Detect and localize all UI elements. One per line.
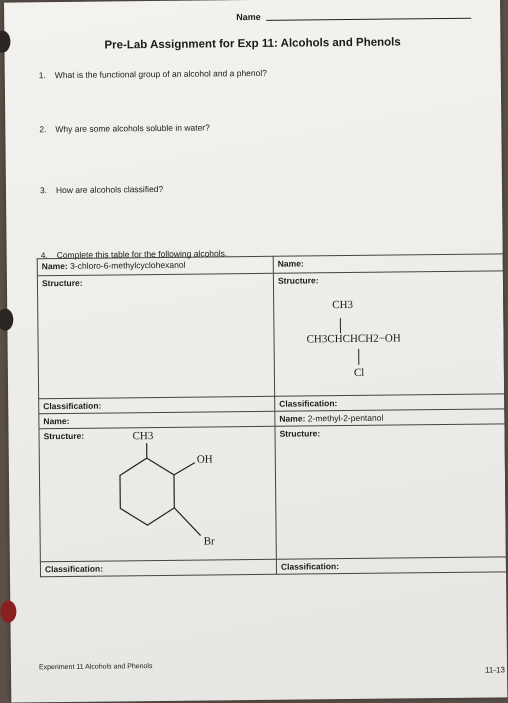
ch3-label: CH3 xyxy=(332,299,353,311)
footer-text: Experiment 11 Alcohols and Phenols xyxy=(39,663,153,671)
cell-structure-1[interactable]: Structure: xyxy=(37,273,274,398)
page-number: 11-13 xyxy=(485,665,505,674)
br-label: Br xyxy=(204,535,215,547)
cell-name-4: Name: 2-methyl-2-pentanol xyxy=(275,409,505,426)
cell-name-2[interactable]: Name: xyxy=(273,254,503,273)
page-title: Pre-Lab Assignment for Exp 11: Alcohols and Phenols xyxy=(104,36,400,51)
binder-hole xyxy=(0,601,16,623)
name-label: Name xyxy=(236,12,261,22)
cell-classification-4[interactable]: Classification: xyxy=(276,557,506,574)
structure-diagram-3 xyxy=(39,427,276,563)
name-field[interactable] xyxy=(266,18,471,21)
cell-classification-2[interactable]: Classification: xyxy=(275,394,505,411)
oh-label: OH xyxy=(197,453,213,465)
cell-name-3[interactable]: Name: xyxy=(39,411,275,428)
question-4: 4. Complete this table for the following alcohols. xyxy=(41,248,228,260)
alcohols-table xyxy=(37,253,507,577)
cell-name-1[interactable]: Name: 3-chloro-6-methylcyclohexanol xyxy=(37,256,273,275)
cl-label: Cl xyxy=(354,367,365,379)
binder-hole xyxy=(0,31,11,53)
question-1: 1. What is the functional group of an alcohol and a phenol? xyxy=(39,68,267,80)
cell-structure-2: Structure: CH3 CH3CHCHCH2−OH Cl xyxy=(273,271,504,396)
cell-classification-3[interactable]: Classification: xyxy=(40,559,276,576)
main-chain-label: CH3CHCHCH2−OH xyxy=(306,332,400,345)
cell-structure-4[interactable]: Structure: xyxy=(275,424,506,559)
cell-classification-1[interactable]: Classification: xyxy=(39,396,275,413)
binder-hole xyxy=(0,309,13,331)
cell-structure-3: Structure: CH3 OH Br xyxy=(39,426,276,561)
question-2: 2. Why are some alcohols soluble in water? xyxy=(39,122,210,134)
question-3: 3. How are alcohols classified? xyxy=(40,184,163,195)
ch3-label: CH3 xyxy=(132,430,153,442)
worksheet-page xyxy=(4,0,507,703)
